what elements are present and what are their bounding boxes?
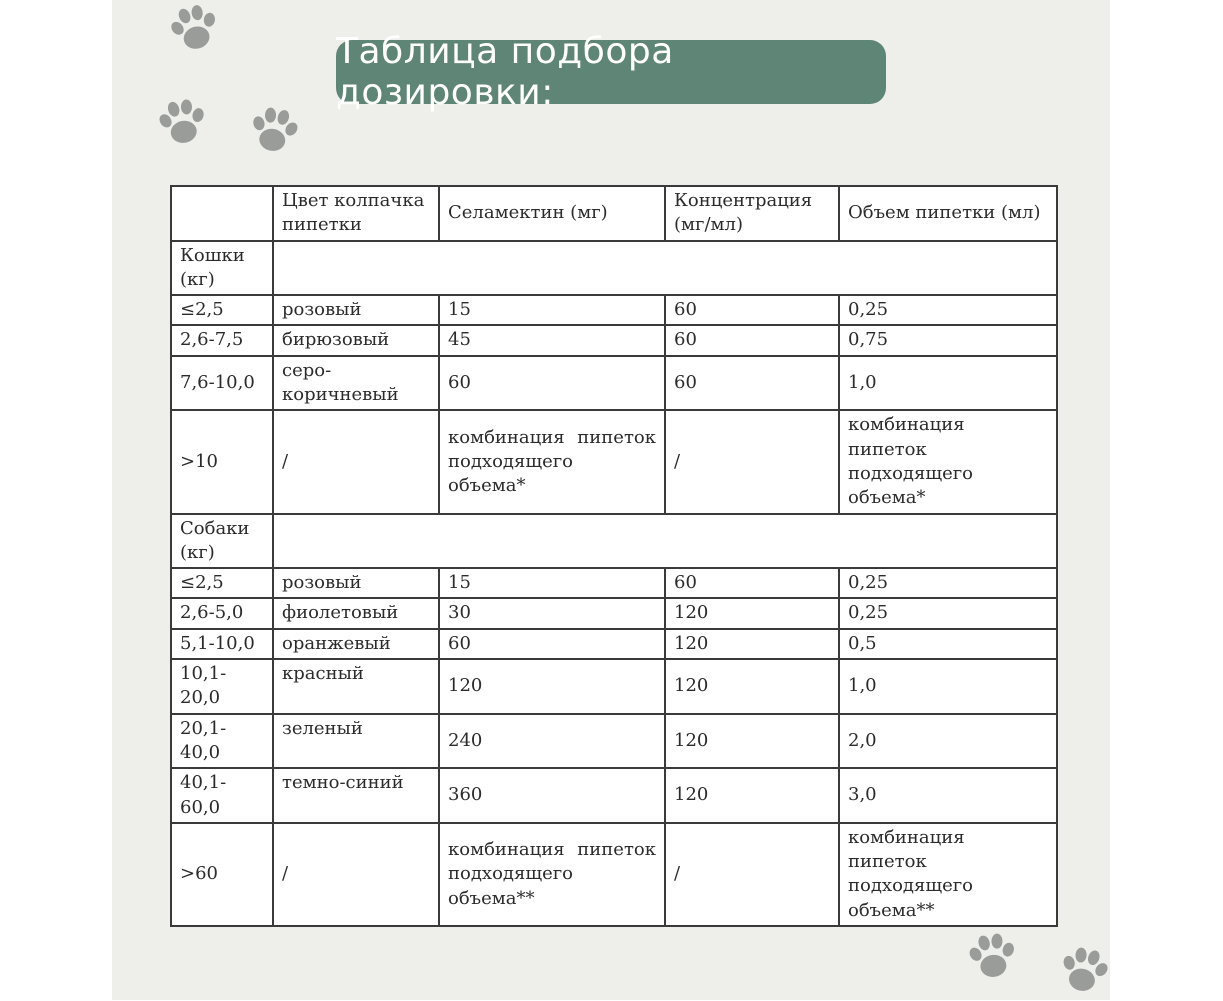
volume-cell: комбинация пипеток подходящего объема**: [839, 823, 1057, 926]
selamectin-cell: 30: [439, 598, 665, 628]
concentration-cell: 120: [665, 629, 839, 659]
color-cell: серо-коричневый: [273, 356, 439, 411]
header-cell: Концентрация (мг/мл): [665, 186, 839, 241]
table-row: [171, 356, 1057, 411]
weight-cell: >10: [171, 410, 273, 513]
color-cell: темно-синий: [273, 768, 439, 823]
volume-cell: 3,0: [839, 768, 1057, 823]
selamectin-cell: 45: [439, 325, 665, 355]
weight-cell: 2,6-7,5: [171, 325, 273, 355]
header-cell: Цвет колпачка пипетки: [273, 186, 439, 241]
volume-cell: 0,75: [839, 325, 1057, 355]
table-row: [171, 410, 1057, 513]
weight-cell: 2,6-5,0: [171, 598, 273, 628]
color-cell: бирюзовый: [273, 325, 439, 355]
concentration-cell: /: [665, 823, 839, 926]
table-header-row: [171, 186, 1057, 241]
paw-icon: [152, 92, 212, 152]
volume-cell: комбинация пипеток подходящего объема*: [839, 410, 1057, 513]
section-spacer: [273, 241, 1057, 296]
section-label: Собаки (кг): [171, 514, 273, 569]
section-spacer: [273, 514, 1057, 569]
selamectin-cell: 240: [439, 714, 665, 769]
header-cell: Объем пипетки (мл): [839, 186, 1057, 241]
selamectin-cell: 60: [439, 629, 665, 659]
color-cell: /: [273, 823, 439, 926]
weight-cell: >60: [171, 823, 273, 926]
color-cell: розовый: [273, 568, 439, 598]
header-cell: [171, 186, 273, 241]
color-cell: /: [273, 410, 439, 513]
weight-cell: ≤2,5: [171, 295, 273, 325]
concentration-cell: 60: [665, 568, 839, 598]
color-cell: оранжевый: [273, 629, 439, 659]
table-row: [171, 598, 1057, 628]
table-row: [171, 568, 1057, 598]
table-row: [171, 325, 1057, 355]
selamectin-cell: 60: [439, 356, 665, 411]
volume-cell: 1,0: [839, 356, 1057, 411]
concentration-cell: /: [665, 410, 839, 513]
color-cell: фиолетовый: [273, 598, 439, 628]
paw-icon: [963, 927, 1022, 986]
section-row-dogs: [171, 514, 1057, 569]
concentration-cell: 60: [665, 325, 839, 355]
color-cell: розовый: [273, 295, 439, 325]
selamectin-cell: 120: [439, 659, 665, 714]
volume-cell: 1,0: [839, 659, 1057, 714]
table-row: [171, 823, 1057, 926]
selamectin-cell: 15: [439, 568, 665, 598]
selamectin-cell: комбинация пипеток подходящего объема*: [439, 410, 665, 513]
color-cell: зеленый: [273, 714, 439, 769]
color-cell: красный: [273, 659, 439, 714]
page-title: Таблица подбора дозировки:: [336, 40, 886, 104]
paw-icon: [244, 100, 304, 160]
weight-cell: 10,1-20,0: [171, 659, 273, 714]
concentration-cell: 120: [665, 659, 839, 714]
table-row: [171, 629, 1057, 659]
volume-cell: 0,5: [839, 629, 1057, 659]
section-row-cats: [171, 241, 1057, 296]
selamectin-cell: 360: [439, 768, 665, 823]
selamectin-cell: комбинация пипеток подходящего объема**: [439, 823, 665, 926]
table-row: [171, 714, 1057, 769]
paw-icon: [1053, 939, 1115, 1001]
table-row: [171, 659, 1057, 714]
volume-cell: 0,25: [839, 598, 1057, 628]
weight-cell: ≤2,5: [171, 568, 273, 598]
concentration-cell: 120: [665, 714, 839, 769]
header-cell: Селамектин (мг): [439, 186, 665, 241]
selamectin-cell: 15: [439, 295, 665, 325]
weight-cell: 20,1-40,0: [171, 714, 273, 769]
weight-cell: 7,6-10,0: [171, 356, 273, 411]
concentration-cell: 120: [665, 768, 839, 823]
weight-cell: 5,1-10,0: [171, 629, 273, 659]
weight-cell: 40,1-60,0: [171, 768, 273, 823]
concentration-cell: 120: [665, 598, 839, 628]
volume-cell: 0,25: [839, 295, 1057, 325]
volume-cell: 2,0: [839, 714, 1057, 769]
table-row: [171, 768, 1057, 823]
concentration-cell: 60: [665, 295, 839, 325]
section-label: Кошки (кг): [171, 241, 273, 296]
volume-cell: 0,25: [839, 568, 1057, 598]
dosage-table: [170, 185, 1058, 927]
table-row: [171, 295, 1057, 325]
concentration-cell: 60: [665, 356, 839, 411]
